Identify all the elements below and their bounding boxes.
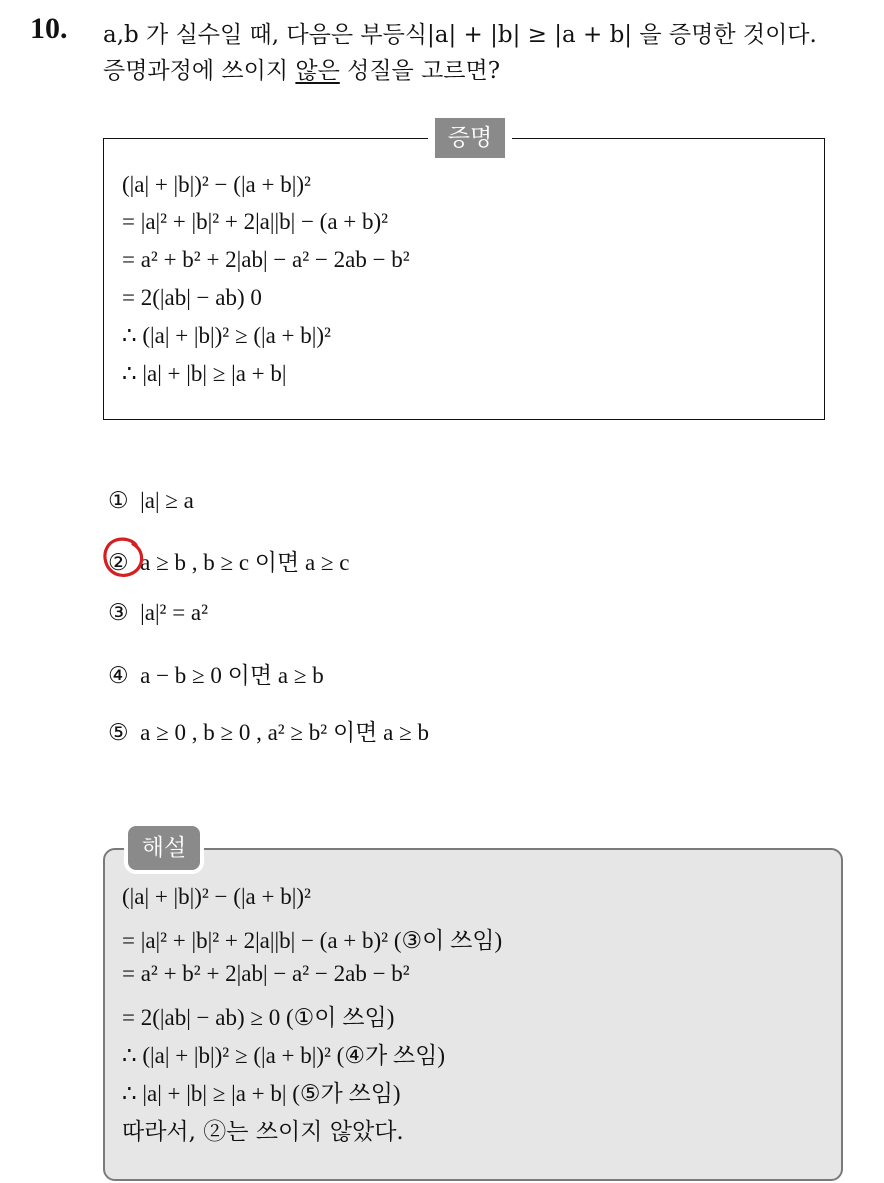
question-text-part: 성질을 고르면? bbox=[339, 58, 501, 84]
solution-label: 해설 bbox=[128, 826, 200, 870]
proof-label: 증명 bbox=[428, 118, 512, 158]
answer-circle-mark bbox=[100, 533, 146, 579]
solution-line: = a² + b² + 2|ab| − a² − 2ab − b² bbox=[122, 961, 410, 986]
proof-line: = 2(|ab| − ab) 0 bbox=[122, 285, 262, 310]
question-text-part: 증명과정에 쓰이지 bbox=[103, 58, 296, 84]
choice-text: |a| ≥ a bbox=[140, 488, 194, 513]
solution-line: ∴ (|a| + |b|)² ≥ (|a + b|)² (④가 쓰임) bbox=[122, 1043, 446, 1068]
choice-text: |a|² = a² bbox=[140, 600, 209, 625]
solution-line: = |a|² + |b|² + 2|a||b| − (a + b)² (③이 쓰임) bbox=[122, 928, 503, 953]
solution-line: ∴ |a| + |b| ≥ |a + b| (⑤가 쓰임) bbox=[122, 1081, 401, 1106]
choice-1[interactable] bbox=[108, 488, 194, 514]
choice-text: a ≥ 0 , b ≥ 0 , a² ≥ b² 이면 a ≥ b bbox=[140, 720, 429, 745]
proof-line: ∴ |a| + |b| ≥ |a + b| bbox=[122, 361, 287, 386]
choice-text: a − b ≥ 0 이면 a ≥ b bbox=[140, 663, 324, 688]
question-text-line-2 bbox=[103, 52, 500, 85]
question-text-line-1: a,b 가 실수일 때, 다음은 부등식|a| + |b| ≥ |a + b| 을 증명한 것이다. bbox=[103, 22, 817, 48]
choice-marker: ① bbox=[108, 488, 129, 513]
proof-line: (|a| + |b|)² − (|a + b|)² bbox=[122, 172, 311, 197]
choice-marker: ② bbox=[108, 550, 129, 575]
choice-marker: ⑤ bbox=[108, 720, 129, 745]
choice-4[interactable] bbox=[108, 657, 324, 690]
choice-3[interactable] bbox=[108, 600, 208, 626]
choice-marker: ④ bbox=[108, 663, 129, 688]
proof-line: = a² + b² + 2|ab| − a² − 2ab − b² bbox=[122, 247, 410, 272]
solution-conclusion: 따라서, ②는 쓰이지 않았다. bbox=[122, 1119, 404, 1145]
choice-text: a ≥ b , b ≥ c 이면 a ≥ c bbox=[140, 550, 350, 575]
proof-line: ∴ (|a| + |b|)² ≥ (|a + b|)² bbox=[122, 323, 331, 348]
proof-line: = |a|² + |b|² + 2|a||b| − (a + b)² bbox=[122, 209, 389, 234]
choice-marker: ③ bbox=[108, 600, 129, 625]
question-number: 10. bbox=[30, 12, 68, 45]
underlined-word: 않은 bbox=[295, 58, 340, 84]
solution-line: = 2(|ab| − ab) ≥ 0 (①이 쓰임) bbox=[122, 1005, 395, 1030]
choice-5[interactable] bbox=[108, 714, 429, 747]
solution-line: (|a| + |b|)² − (|a + b|)² bbox=[122, 884, 311, 909]
